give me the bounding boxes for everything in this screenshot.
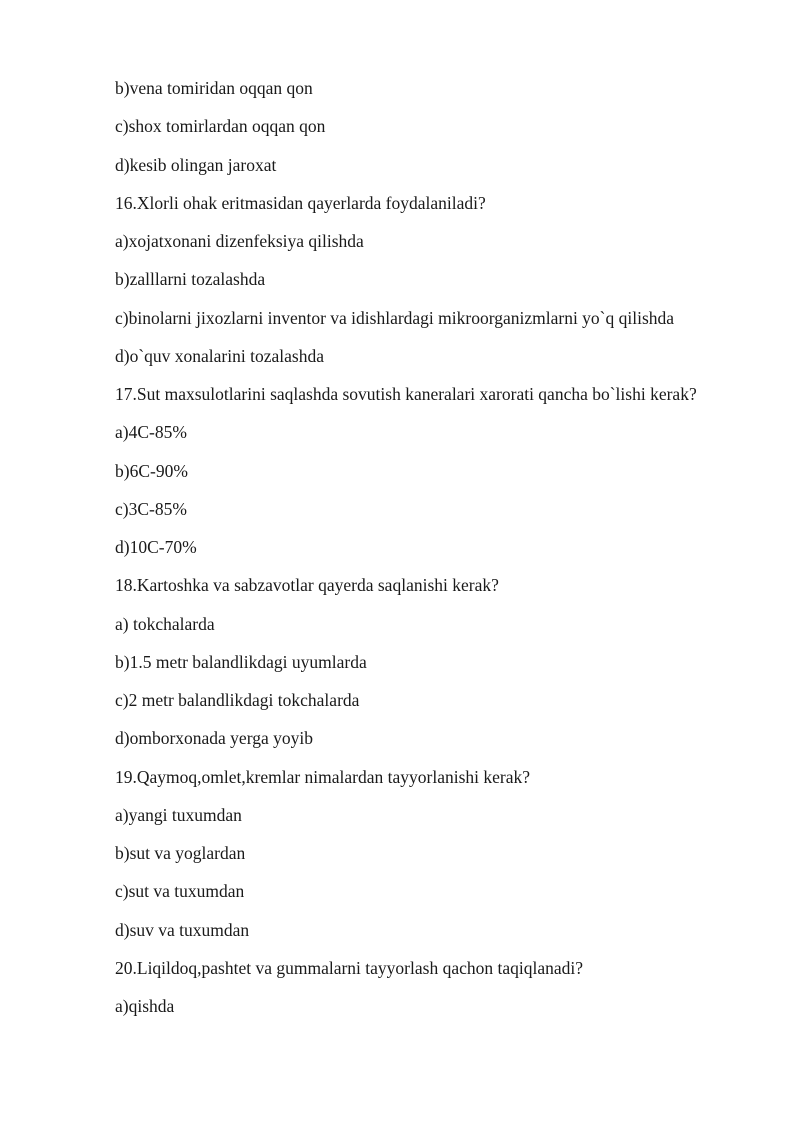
question-list <box>115 76 775 1032</box>
answer-option: d)o`quv xonalarini tozalashda <box>115 345 324 366</box>
answer-option: c)sut va tuxumdan <box>115 881 245 902</box>
answer-option: b)6C-90% <box>115 460 188 481</box>
answer-option: c)shox tomirlardan oqqan qon <box>115 116 326 137</box>
answer-option: b)zalllarni tozalashda <box>115 269 266 290</box>
answer-option: d)10C-70% <box>115 537 197 557</box>
answer-option: c)2 metr balandlikdagi tokchalarda <box>115 690 360 710</box>
answer-option: d)omborxonada yerga yoyib <box>115 728 313 749</box>
question-17: 17.Sut maxsulotlarini saqlashda sovutish kaneralari xarorati qancha bo`lishi kerak? <box>115 384 697 404</box>
question-16: 16.Xlorli ohak eritmasidan qayerlarda foydalaniladi? <box>115 192 486 213</box>
answer-option: b)1.5 metr balandlikdagi uyumlarda <box>115 651 367 672</box>
answer-option: d)suv va tuxumdan <box>115 919 250 940</box>
answer-option: a)yangi tuxumdan <box>115 804 242 825</box>
answer-option: b)sut va yoglardan <box>115 843 246 863</box>
answer-option: a) tokchalarda <box>115 613 215 634</box>
question-18: 18.Kartoshka va sabzavotlar qayerda saqlanishi kerak? <box>115 575 499 596</box>
answer-option: c)3C-85% <box>115 498 187 519</box>
answer-option: a)xojatxonani dizenfeksiya qilishda <box>115 231 364 251</box>
answer-option: c)binolarni jixozlarni inventor va idishlardagi mikroorganizmlarni yo`q qilishda <box>115 307 675 328</box>
answer-option: a)4C-85% <box>115 422 187 443</box>
answer-option: a)qishda <box>115 996 175 1016</box>
question-19: 19.Qaymoq,omlet,kremlar nimalardan tayyorlanishi kerak? <box>115 766 531 787</box>
question-20: 20.Liqildoq,pashtet va gummalarni tayyorlash qachon taqiqlanadi? <box>115 957 583 978</box>
answer-option: d)kesib olingan jaroxat <box>115 154 277 175</box>
answer-option: b)vena tomiridan oqqan qon <box>115 78 313 98</box>
